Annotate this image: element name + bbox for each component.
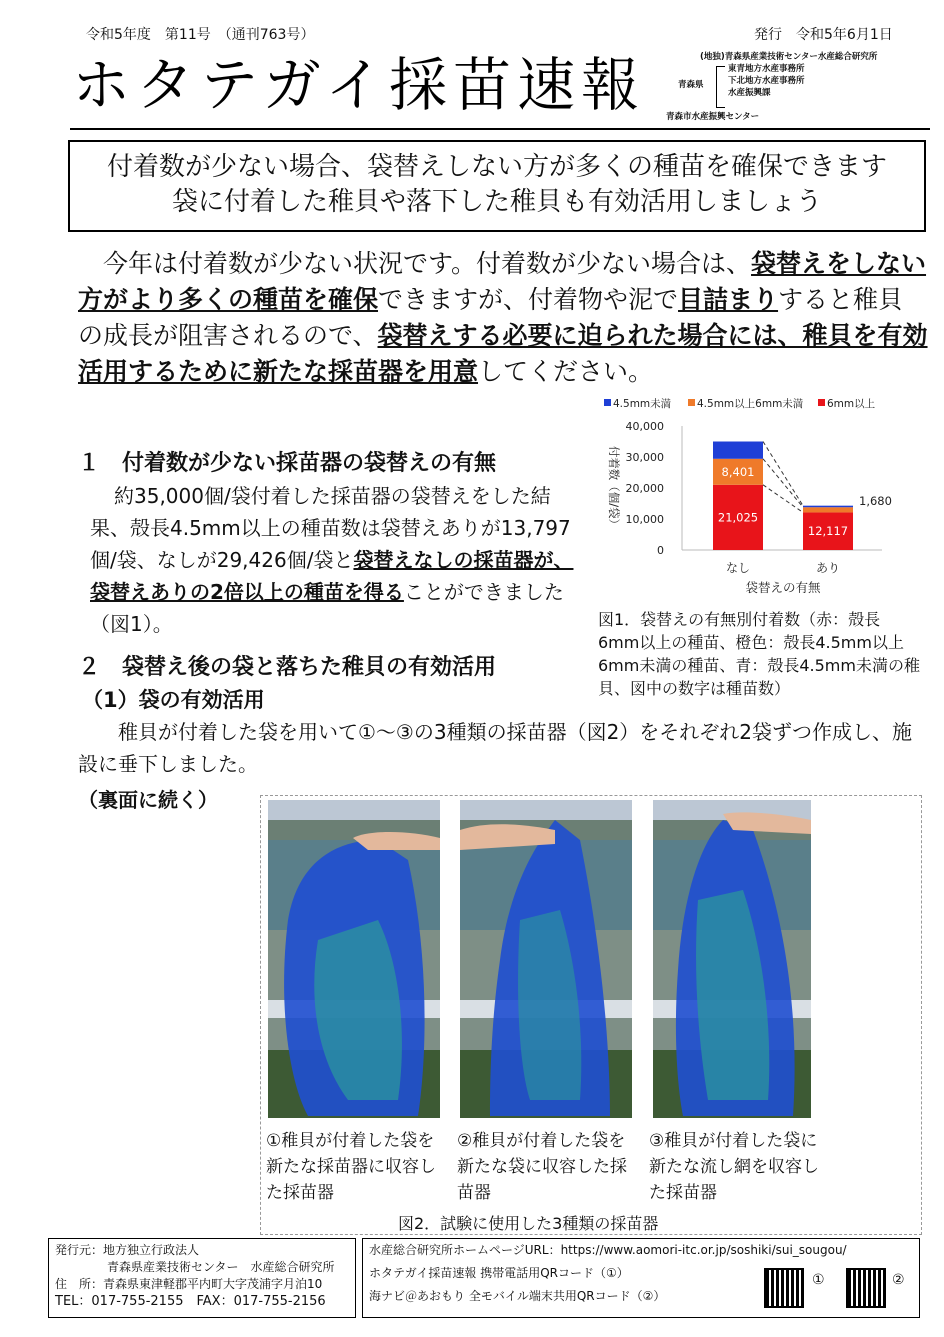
data-label: 12,117 [807,524,849,539]
legend-label: 4.5mm未満 [613,398,672,410]
bar-segment [803,506,853,508]
org-item: 東青地方水産事務所 [728,64,805,74]
headline-box [68,140,926,232]
data-label: 8,401 [721,464,755,479]
y-tick-label: 20,000 [625,482,664,495]
intro-emphasis: 目詰まり [678,285,779,314]
section1-text: 約35,000個/袋付着した採苗器の袋替えをした結果、殻長4.5mm以上の種苗数は袋替えありが13,797個/袋、なしが29,426個/袋と [90,484,571,572]
publisher-address: 住 所：青森県東津軽郡平内町大字茂浦字月泊10 [55,1277,323,1291]
intro-text: できますが、付着物や泥で [378,285,679,314]
figure2-caption-1: ①稚貝が付着した袋を新たな採苗器に収容した採苗器 [266,1131,436,1203]
section1-body [90,480,590,640]
intro-emphasis: 袋替えをしない方がより多くの種苗を確保 [78,249,927,314]
footer-publisher-box [48,1238,356,1318]
qr1-mark: ① [812,1272,825,1288]
connector-line [763,459,803,507]
legend-swatch [688,399,695,406]
intro-text: してください。 [478,357,654,386]
connector-line [763,485,803,513]
newsletter-title: ホタテガイ採苗速報 [72,51,646,119]
website-url[interactable]: 水産総合研究所ホームページURL：https://www.aomori-itc.or.jp/soshiki/sui_sougou/ [369,1243,847,1257]
headline-line1: 付着数が少ない場合、袋替えしない方が多くの種苗を確保できます [106,152,887,182]
intro-text: 今年は付着数が少ない状況です。付着数が少ない場合は、 [103,249,752,278]
data-label: 21,025 [717,510,759,525]
x-tick-label: なし [725,561,751,575]
publisher-label: 発行元：地方独立行政法人 [55,1243,200,1257]
legend-label: 6mm以上 [827,398,876,410]
org-top: (地独)青森県産業技術センター水産総合研究所 [700,52,878,62]
org-item: 下北地方水産事務所 [728,75,805,86]
org-bracket [716,66,725,108]
figure2-caption-3: ③稚貝が付着した袋に新たな流し網を収容した採苗器 [649,1131,819,1203]
legend-swatch [818,399,825,406]
qr-code-icon-1[interactable] [764,1268,804,1308]
publisher-contact: TEL：017-755-2155 FAX：017-755-2156 [55,1294,326,1309]
connector-line [763,442,803,506]
section1-text: ことができました（図1）。 [90,580,564,636]
x-tick-label: あり [815,561,841,575]
section2-body [78,716,928,780]
issue-date: 発行 令和5年6月1日 [754,27,893,43]
header-rule [70,128,930,130]
legend-swatch [604,399,611,406]
figure2-title: 図2．試験に使用した3種類の採苗器 [398,1214,659,1233]
y-axis-title: 付着数（個/袋） [607,445,621,531]
section2-subheading: （1）袋の有効活用 [82,688,265,712]
org-prefix: 青森県 [678,80,704,90]
section1-heading: １ 付着数が少ない採苗器の袋替えの有無 [78,451,497,476]
bar-segment [803,507,853,512]
y-tick-label: 10,000 [625,513,664,526]
y-tick-label: 30,000 [625,451,664,464]
issue-number: 令和5年度 第11号 （通刊763号） [86,27,315,43]
qr1-label: ホタテガイ採苗速報 携帯電話用QRコード（①） [369,1266,629,1280]
photo-samplar-1 [268,800,440,1118]
figure1-caption: 図1．袋替えの有無別付着数（赤：殻長6mm以上の種苗、橙色：殻長4.5mm以上6mm未満の種苗、青：殻長4.5mm未満の稚貝、図中の数字は種苗数） [598,610,920,698]
section1-emphasis: 袋替えなしの採苗器が、袋替えありの2倍以上の種苗を得る [90,548,574,604]
x-axis-title: 袋替えの有無 [745,580,821,595]
intro-text: すると稚貝の成長が阻害されるので、 [78,285,904,350]
org-item: 水産振興課 [728,87,771,98]
legend-label: 4.5mm以上6mm未満 [697,398,804,410]
intro-emphasis: 袋替えする必要に迫られた場合には、稚貝を有効活用するために新たな採苗器を用意 [78,321,928,386]
headline-line2: 袋に付着した稚貝や落下した稚貝も有効活用しましょう [171,187,822,218]
section2-text: 稚貝が付着した袋を用いて①～③の3種類の採苗器（図2）をそれぞれ2袋ずつ作成し、施設に垂下しました。 [78,720,913,776]
section2-heading: ２ 袋替え後の袋と落ちた稚貝の有効活用 [78,655,497,680]
y-tick-label: 40,000 [625,420,664,433]
bar-chart-figure1 [596,396,930,606]
figure2-caption-2: ②稚貝が付着した袋を新たな袋に収容した採苗器 [457,1131,627,1203]
qr-code-icon-2[interactable] [846,1268,886,1308]
data-label: 1,680 [859,494,892,509]
y-tick-label: 0 [657,544,664,557]
intro-paragraph [78,246,928,390]
org-bottom: 青森市水産振興センター [666,112,760,122]
org-list [728,64,805,100]
bar-segment [713,442,763,459]
footer-links-box [362,1238,920,1318]
photo-samplar-3 [653,800,811,1118]
continue-note: （裏面に続く） [78,788,218,812]
photo-samplar-2 [460,800,632,1118]
qr2-label: 海ナビ＠あおもり 全モバイル端末共用QRコード（②） [369,1289,666,1303]
publisher-name: 青森県産業技術センター 水産総合研究所 [107,1260,335,1274]
qr2-mark: ② [892,1272,905,1288]
